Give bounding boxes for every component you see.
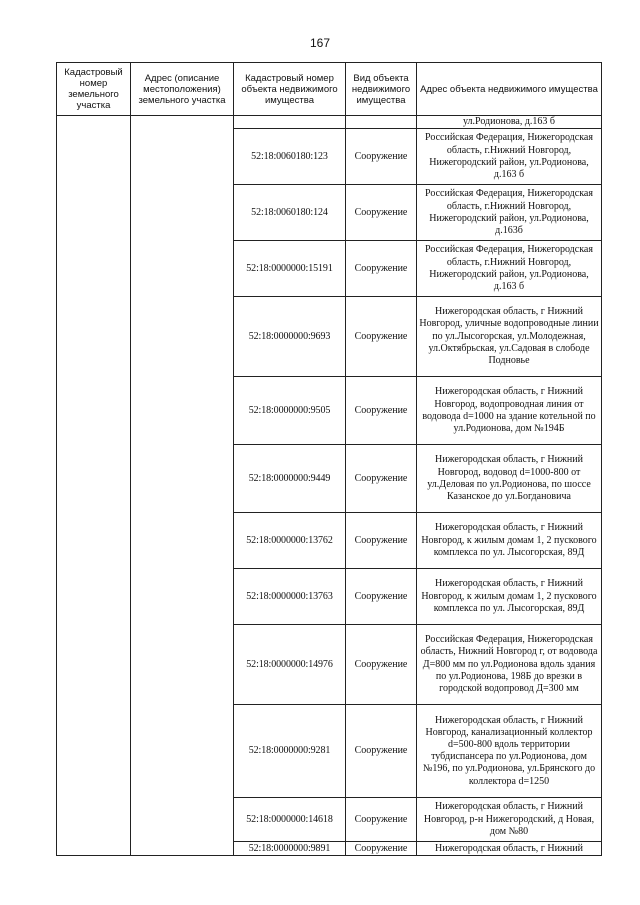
- header-object-address: Адрес объекта недвижимого имущества: [417, 63, 602, 116]
- continuation-row: [57, 116, 602, 129]
- object-kind-cell: [346, 116, 417, 129]
- object-address-cell: ул.Родионова, д.163 б: [417, 116, 602, 129]
- header-land-cadastral-number: Кадастровый номер земельного участка: [57, 63, 131, 116]
- object-kind: Сооружение: [346, 129, 417, 185]
- object-cadastral-cell: [234, 116, 346, 129]
- object-cadastral-number: 52:18:0000000:15191: [234, 241, 346, 297]
- object-address: Нижегородская область, г Нижний Новгород, р-н Нижегородский, д Новая, дом №80: [417, 798, 602, 842]
- property-register-table: [56, 62, 602, 856]
- object-address: Нижегородская область, г Нижний Новгород, канализационный коллектор d=500-800 вдоль территории тубдиспансера по ул.Родионова, дом №196, по ул.Родионова, ул.Брянского до коллектора d=1250: [417, 705, 602, 798]
- object-kind: Сооружение: [346, 297, 417, 377]
- object-address: Нижегородская область, г Нижний Новгород, уличные водопроводные линии по ул.Лысогорская, ул.Молодежная, ул.Октябрьская, ул.Садовая в слободе Подновье: [417, 297, 602, 377]
- object-address: Российская Федерация, Нижегородская область, Нижний Новгород г, от водовода Д=800 мм по ул.Родионова вдоль здания по ул.Родионова, 198Б до врезки в городской водопровод Д=300 мм: [417, 625, 602, 705]
- object-kind: Сооружение: [346, 445, 417, 513]
- object-cadastral-number: 52:18:0060180:123: [234, 129, 346, 185]
- table-header: [57, 63, 602, 116]
- header-land-address: Адрес (описание местоположения) земельного участка: [131, 63, 234, 116]
- object-kind: Сооружение: [346, 569, 417, 625]
- object-cadastral-number: 52:18:0000000:9693: [234, 297, 346, 377]
- object-address: Нижегородская область, г Нижний: [417, 842, 602, 856]
- object-kind: Сооружение: [346, 625, 417, 705]
- object-address: Нижегородская область, г Нижний Новгород, водовод d=1000-800 от ул.Деловая по ул.Родионова, по шоссе Казанское до ул.Богдановича: [417, 445, 602, 513]
- object-cadastral-number: 52:18:0000000:13763: [234, 569, 346, 625]
- object-kind: Сооружение: [346, 241, 417, 297]
- object-cadastral-number: 52:18:0000000:9449: [234, 445, 346, 513]
- header-row: [57, 63, 602, 116]
- object-kind: Сооружение: [346, 185, 417, 241]
- header-object-kind: Вид объекта недвижимого имущества: [346, 63, 417, 116]
- object-cadastral-number: 52:18:0060180:124: [234, 185, 346, 241]
- object-kind: Сооружение: [346, 377, 417, 445]
- object-kind: Сооружение: [346, 705, 417, 798]
- object-kind: Сооружение: [346, 513, 417, 569]
- object-address: Нижегородская область, г Нижний Новгород, к жилым домам 1, 2 пускового комплекса по ул. Лысогорская, 89Д: [417, 569, 602, 625]
- land-cadastral-cell: [57, 116, 131, 856]
- land-address-cell: [131, 116, 234, 856]
- object-address: Нижегородская область, г Нижний Новгород, к жилым домам 1, 2 пускового комплекса по ул. Лысогорская, 89Д: [417, 513, 602, 569]
- page-number: 167: [309, 36, 331, 50]
- object-cadastral-number: 52:18:0000000:14618: [234, 798, 346, 842]
- object-address: Российская Федерация, Нижегородская область, г.Нижний Новгород, Нижегородский район, ул.Родионова, д.163 б: [417, 129, 602, 185]
- object-cadastral-number: 52:18:0000000:9505: [234, 377, 346, 445]
- object-kind: Сооружение: [346, 798, 417, 842]
- object-cadastral-number: 52:18:0000000:9281: [234, 705, 346, 798]
- table-body: [57, 116, 602, 856]
- object-address: Нижегородская область, г Нижний Новгород, водопроводная линия от водовода d=1000 на здание котельной по ул.Родионова, дом №194Б: [417, 377, 602, 445]
- object-address: Российская Федерация, Нижегородская область, г.Нижний Новгород, Нижегородский район, ул.Родионова, д.163б: [417, 185, 602, 241]
- object-address: Российская Федерация, Нижегородская область, г.Нижний Новгород, Нижегородский район, ул.Родионова, д.163 б: [417, 241, 602, 297]
- object-cadastral-number: 52:18:0000000:9891: [234, 842, 346, 856]
- object-kind: Сооружение: [346, 842, 417, 856]
- header-object-cadastral-number: Кадастровый номер объекта недвижимого имущества: [234, 63, 346, 116]
- object-cadastral-number: 52:18:0000000:14976: [234, 625, 346, 705]
- object-cadastral-number: 52:18:0000000:13762: [234, 513, 346, 569]
